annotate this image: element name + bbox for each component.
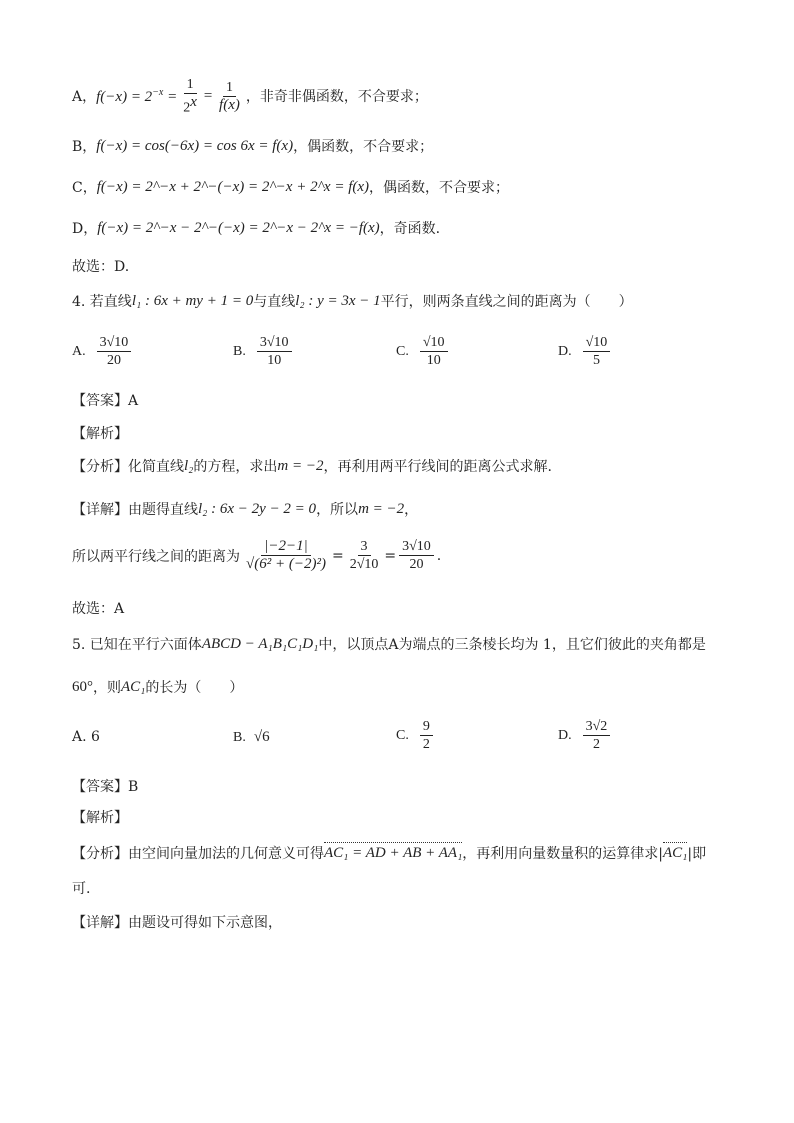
math-expr: f(−x) = cos(−6x) = cos 6x = f(x) [96, 137, 294, 154]
q4-analysis-heading: 【解析】 [72, 426, 128, 442]
q5-xiangjie: 【详解】由题设可得如下示意图， [72, 915, 282, 931]
q5-option-a: A. 6 [72, 729, 100, 745]
solution-line-b: B， f(−x) = cos(−6x) = cos 6x = f(x) ，偶函数，不合要求； [72, 137, 434, 155]
q5-option-d: D. $\frac{3√2}{2}$ [558, 718, 613, 753]
math-expr: $f(-x) = 2^{-x}$ = [96, 86, 178, 105]
q4-xiangjie: 【详解】由题得直线 l₂ : 6x − 2y − 2 = 0 ，所以 m = −2 ， [72, 500, 419, 518]
q4-fenxi: 【分析】化简直线 l₂ 的方程，求出 m = −2 ，再利用两平行线间的距离公式求解. [72, 457, 552, 475]
q4-option-c: C. $\frac{√10}{10}$ [396, 334, 451, 369]
q4-option-b: B. $\frac{3√10}{10}$ [233, 334, 295, 369]
question-5-line-2: 60° ，则 AC₁ 的长为（ ） [72, 678, 244, 696]
q5-fenxi-line-2: 可. [72, 881, 91, 897]
solution-line-d: D， f(−x) = 2^−x − 2^−(−x) = 2^−x − 2^x = −f(x) ，奇函数. [72, 219, 441, 237]
option-label: A， [72, 89, 97, 106]
q5-answer: 【答案】B [72, 779, 139, 795]
choose-line: 故选：D. [72, 259, 130, 275]
q4-option-a: A. $\frac{3√10}{20}$ [72, 334, 134, 369]
solution-line-a: A， $f(-x) = 2^{-x}$ = $\frac{1}{2^x}$ = $\frac{1}{f(x)}$ ，非奇非偶函数，不合要求； [72, 77, 428, 116]
question-4: 4. 若直线 l₁ : 6x + my + 1 = 0 与直线 l₂ : y = 3x − 1 平行，则两条直线之间的距离为（ ） [72, 292, 633, 310]
q4-option-d: D. $\frac{√10}{5}$ [558, 334, 613, 369]
solution-line-c: C， f(−x) = 2^−x + 2^−(−x) = 2^−x + 2^x = f(x) ，偶函数，不合要求； [72, 178, 510, 196]
question-5-line-1: 5. 已知在平行六面体 ABCD − A₁B₁C₁D₁ 中，以顶点A为端点的三条棱长均为 1，且它们彼此的夹角都是 [72, 635, 706, 653]
math-expr: f(−x) = 2^−x − 2^−(−x) = 2^−x − 2^x = −f(x) [97, 219, 380, 236]
fraction: $\frac{1}{f(x)}$ [219, 79, 240, 113]
q4-distance-line: 所以两平行线之间的距离为 $\frac{|-2-1|}{\text{√(6² + (−2)²)}}$ = $\frac{3}{2√10}$ = $\frac{3√10}{20}$ . [72, 538, 442, 572]
q4-answer: 【答案】A [72, 393, 139, 409]
fraction: $\frac{1}{2^x}$ [183, 77, 197, 116]
choose-line-2: 故选：A [72, 601, 125, 617]
q5-fenxi-line-1: 【分析】由空间向量加法的几何意义可得 AC₁ = AD + AB + AA₁ ，再利用向量数量积的运算律求| AC₁ |即 [72, 844, 707, 862]
q5-option-c: C. $\frac{9}{2}$ [396, 718, 436, 753]
q5-analysis-heading: 【解析】 [72, 810, 128, 826]
q5-option-b: B. √6 [233, 729, 270, 745]
line-text: ，非奇非偶函数，不合要求； [245, 89, 428, 106]
math-expr: f(−x) = 2^−x + 2^−(−x) = 2^−x + 2^x = f(x) [96, 178, 370, 195]
